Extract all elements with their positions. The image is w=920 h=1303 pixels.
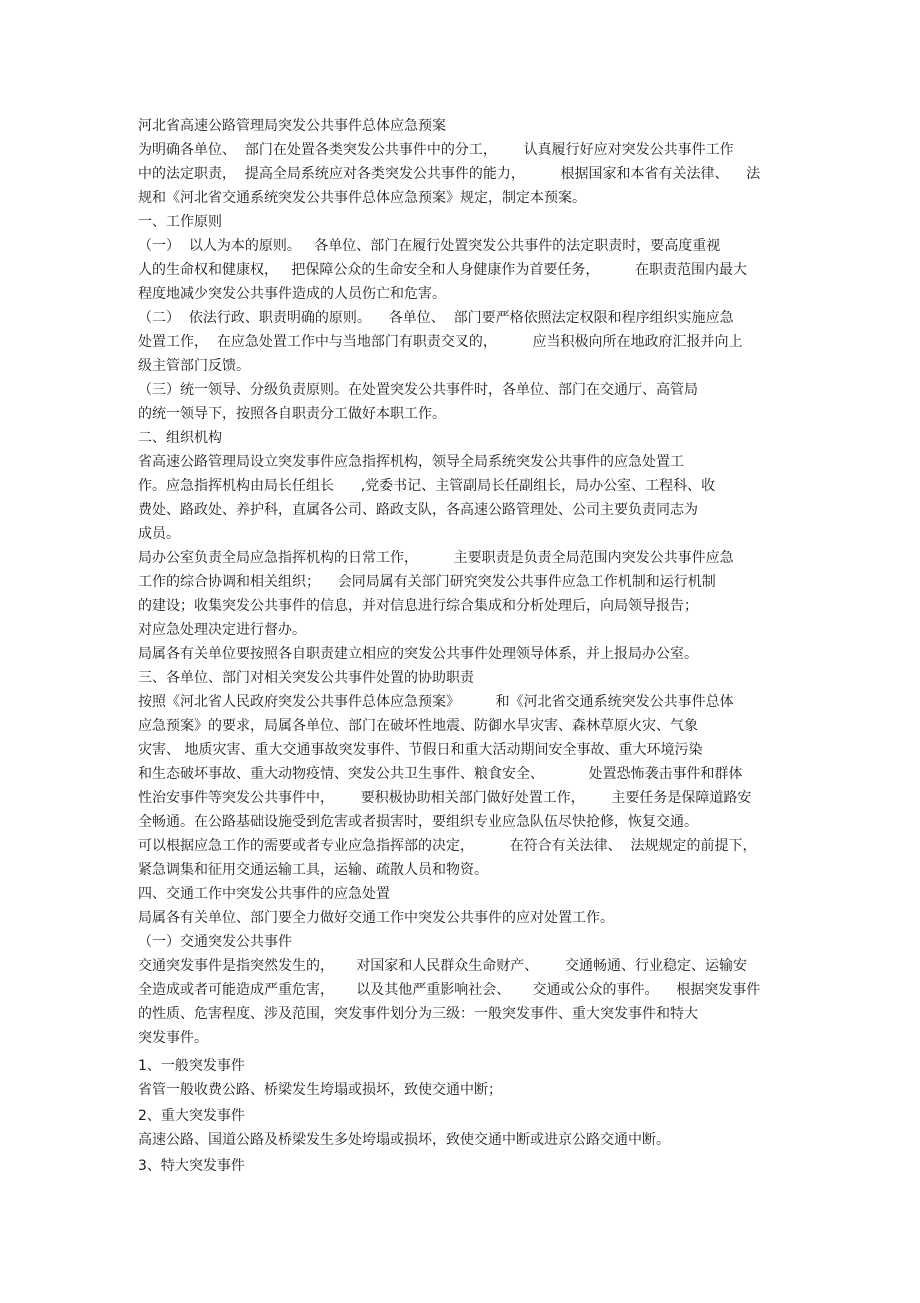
text-line: 局办公室负责全局应急指挥机构的日常工作， 主要职责是负责全局范围内突发公共事件应急 [138, 550, 734, 566]
text-line: 省高速公路管理局设立突发事件应急指挥机构，领导全局系统突发公共事件的应急处置工 [138, 454, 684, 470]
text-line: 规和《河北省交通系统突发公共事件总体应急预案》规定，制定本预案。 [138, 190, 586, 206]
text-line: 局属各有关单位要按照各自职责建立相应的突发公共事件处理领导体系，并上报局办公室。 [138, 646, 698, 662]
text-line: 为明确各单位、 部门在处置各类突发公共事件中的分工， 认真履行好应对突发公共事件工作 [138, 142, 734, 158]
subsection-heading: （一）交通突发公共事件 [138, 934, 292, 950]
text-line: 费处、路政处、养护科，直属各公司、路政支队，各高速公路管理处、公司主要负责同志为 [138, 502, 698, 518]
text-line: 中的法定职责， 提高全局系统应对各类突发公共事件的能力， 根据国家和本省有关法律、 法 [138, 166, 761, 182]
section-heading: 四、交通工作中突发公共事件的应急处置 [138, 886, 390, 902]
text-line: 紧急调集和征用交通运输工具，运输、疏散人员和物资。 [138, 862, 488, 878]
text-line: 的性质、危害程度、涉及范围，突发事件划分为三级：一般突发事件、重大突发事件和特大 [138, 1006, 698, 1022]
list-item-heading: 2、重大突发事件 [138, 1108, 245, 1124]
text-line: 工作的综合协调和相关组织； 会同局属有关部门研究突发公共事件应急工作机制和运行机制 [138, 574, 716, 590]
list-item-heading: 3、特大突发事件 [138, 1158, 245, 1174]
text-line: 处置工作， 在应急处置工作中与当地部门有职责交叉的， 应当积极向所在地政府汇报并向上 [138, 334, 743, 350]
text-line: 的统一领导下，按照各自职责分工做好本职工作。 [138, 406, 446, 422]
section-heading: 一、工作原则 [138, 214, 222, 230]
text-line: 成员。 [138, 526, 180, 542]
text-line: 全造成或者可能造成严重危害， 以及其他严重影响社会、 交通或公众的事件。 根据突发事件 [138, 982, 761, 998]
text-line: 灾害、 地质灾害、重大交通事故突发事件、节假日和重大活动期间安全事故、重大环境污染 [138, 742, 703, 758]
text-line: 省管一般收费公路、桥梁发生垮塌或损坏，致使交通中断； [138, 1082, 502, 1098]
section-heading: 三、各单位、部门对相关突发公共事件处置的协助职责 [138, 670, 474, 686]
text-line: （二） 依法行政、职责明确的原则。 各单位、 部门要严格依照法定权限和程序组织实施应急 [138, 310, 734, 326]
text-line: 和生态破坏事故、重大动物疫情、突发公共卫生事件、粮食安全、 处置恐怖袭击事件和群体 [138, 766, 743, 782]
text-line: 应急预案》的要求，局属各单位、部门在破坏性地震、防御水旱灾害、森林草原火灾、气象 [138, 718, 698, 734]
text-line: 级主管部门反馈。 [138, 358, 250, 374]
text-line: 程度地减少突发公共事件造成的人员伤亡和危害。 [138, 286, 446, 302]
text-line: 局属各有关单位、部门要全力做好交通工作中突发公共事件的应对处置工作。 [138, 910, 614, 926]
text-line: 突发事件。 [138, 1030, 208, 1046]
text-line: （三）统一领导、分级负责原则。在处置突发公共事件时，各单位、部门在交通厅、高管局 [138, 382, 698, 398]
section-heading: 二、组织机构 [138, 430, 222, 446]
list-item-heading: 1、一般突发事件 [138, 1058, 245, 1074]
text-line: 全畅通。在公路基础设施受到危害或者损害时，要组织专业应急队伍尽快抢修，恢复交通。 [138, 814, 698, 830]
document-title: 河北省高速公路管理局突发公共事件总体应急预案 [138, 118, 446, 134]
text-line: 作。应急指挥机构由局长任组长 ,党委书记、主管副局长任副组长，局办公室、工程科、收 [138, 478, 716, 494]
text-line: 高速公路、国道公路及桥梁发生多处垮塌或损坏，致使交通中断或进京公路交通中断。 [138, 1132, 670, 1148]
text-line: 可以根据应急工作的需要或者专业应急指挥部的决定， 在符合有关法律、 法规规定的前提下， [138, 838, 757, 854]
text-line: 交通突发事件是指突然发生的， 对国家和人民群众生命财产、 交通畅通、行业稳定、运输安 [138, 958, 747, 974]
text-line: 性治安事件等突发公共事件中， 要积极协助相关部门做好处置工作， 主要任务是保障道路安 [138, 790, 752, 806]
text-line: （一） 以人为本的原则。 各单位、部门在履行处置突发公共事件的法定职责时，要高度重视 [138, 238, 721, 254]
text-line: 的建设；收集突发公共事件的信息，并对信息进行综合集成和分析处理后，向局领导报告； [138, 598, 698, 614]
text-line: 按照《河北省人民政府突发公共事件总体应急预案》 和《河北省交通系统突发公共事件总体 [138, 694, 734, 710]
text-line: 人的生命权和健康权， 把保障公众的生命安全和人身健康作为首要任务， 在职责范围内最大 [138, 262, 747, 278]
text-line: 对应急处理决定进行督办。 [138, 622, 306, 638]
